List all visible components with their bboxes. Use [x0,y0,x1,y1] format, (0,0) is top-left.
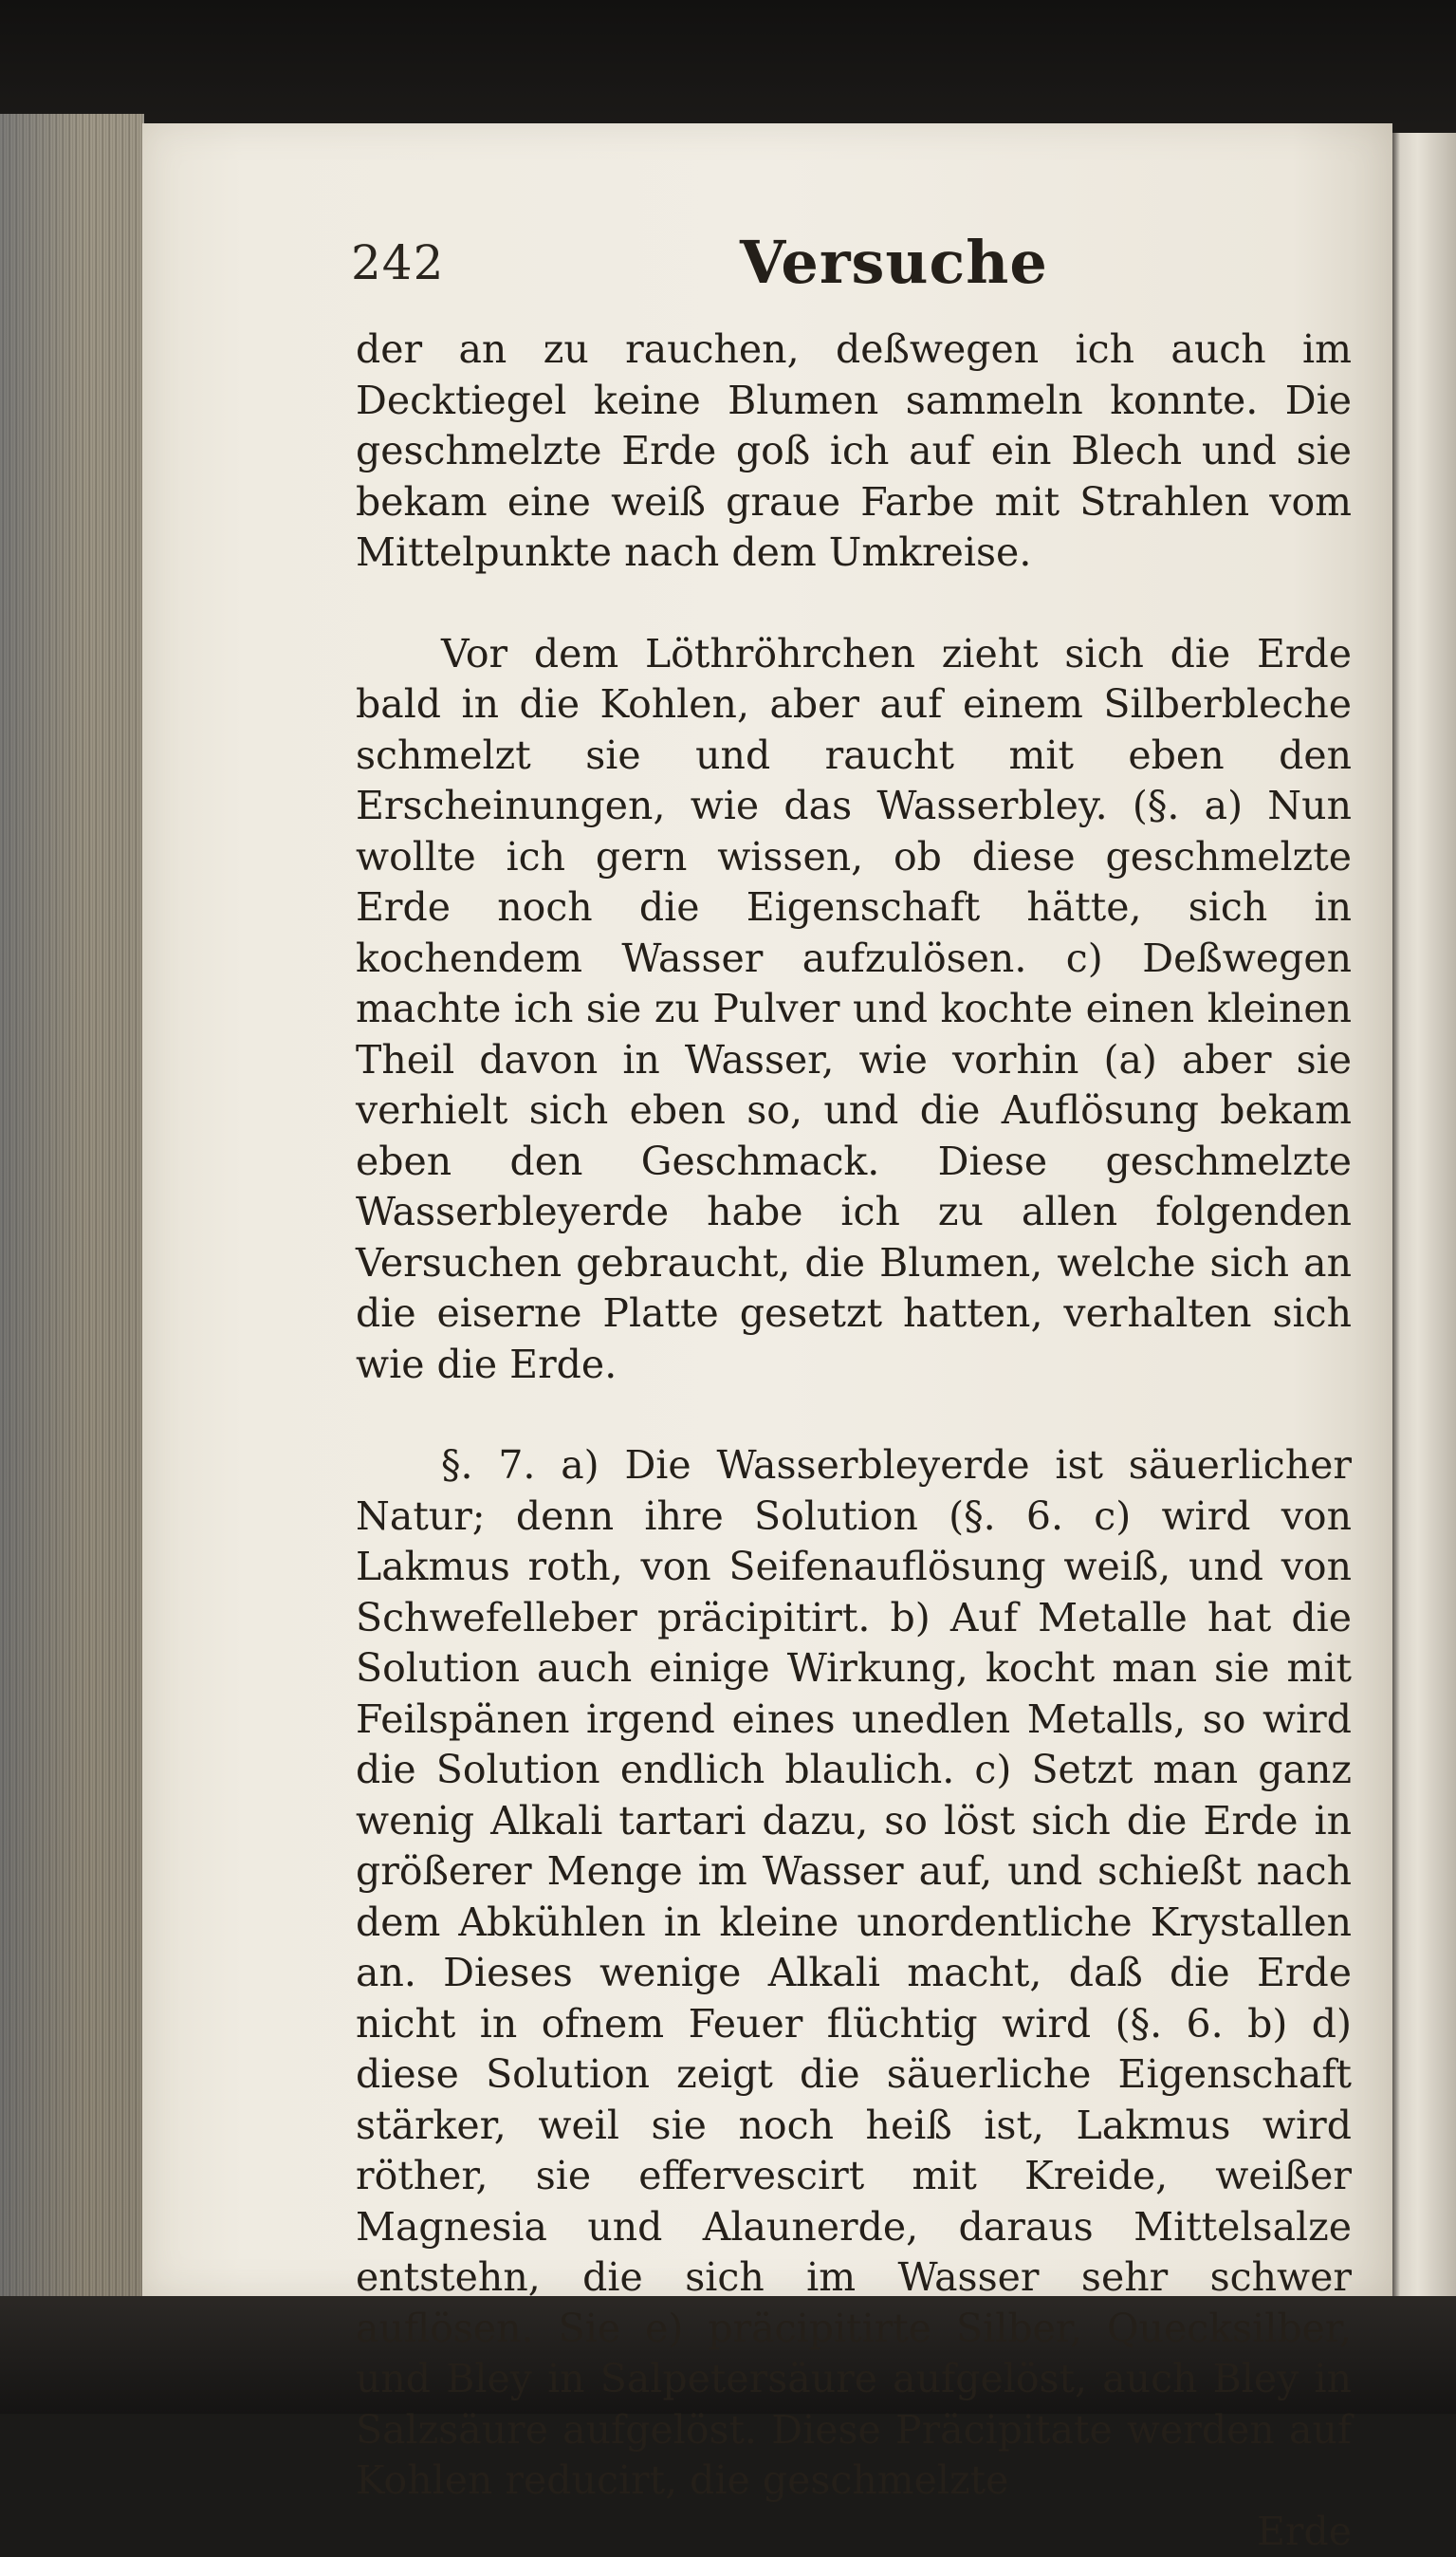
paragraph-loethrohr: Vor dem Löthröhrchen zieht sich die Erde bald in die Kohlen, aber auf einem Silberbleche schmelzt sie und raucht mit eben den Erscheinungen, wie das Wasserbley. (§. a) Nun wollte ich gern wissen, ob diese geschmelzte Erde noch die Eigenschaft hätte, sich in kochendem Wasser aufzulösen. c) Deßwegen machte ich sie zu Pulver und kochte einen kleinen Theil davon in Wasser, wie vorhin (a) aber sie verhielt sich eben so, und die Auflösung bekam eben den Geschmack. Diese geschmelzte Wasserbleyerde habe ich zu allen folgenden Versuchen gebraucht, die Blumen, welche sich an die eiserne Platte gesetzt hatten, verhalten sich wie die Erde. [356,629,1352,1391]
page-number: 242 [351,235,444,290]
body-text [356,324,1352,2557]
running-head: Versuche [740,228,1048,297]
facing-page-edge [1392,133,1456,2306]
paragraph-section-7: §. 7. a) Die Wasserbleyerde ist säuerlicher Natur; denn ihre Solution (§. 6. c) wird von Lakmus roth, von Seifenauflösung weiß, und von Schwefelleber präcipitirt. b) Auf Metalle hat die Solution auch einige Wirkung, kocht man sie mit Feilspänen irgend eines unedlen Metalls, so wird die Solution endlich blaulich. c) Setzt man ganz wenig Alkali tartari dazu, so löst sich die Erde in größerer Menge im Wasser auf, und schießt nach dem Abkühlen in kleine unordentliche Krystallen an. Dieses wenige Alkali macht, daß die Erde nicht in ofnem Feuer flüchtig wird (§. 6. b) d) diese Solution zeigt die säuerliche Eigenschaft stärker, weil sie noch heiß ist, Lakmus wird röther, sie effervescirt mit Kreide, weißer Magnesia und Alaunerde, daraus Mittelsalze entstehn, die sich im Wasser sehr schwer auflösen. Sie e) präcipitirte Silber, Quecksilber, und Bley in Salpetersäure aufgelöst, auch Bley in Salzsäure aufgelöst. Diese Präcipitate werden auf Kohlen reducirt, die geschmelzte [356,1440,1352,2507]
paragraph-gap [356,1390,1352,1440]
catchword: Erde [356,2507,1352,2557]
page-header [209,228,1347,304]
paragraph-continuation: der an zu rauchen, deßwegen ich auch im Decktiegel keine Blumen sammeln konnte. Die geschmelzte Erde goß ich auf ein Blech und sie bekam eine weiß graue Farbe mit Strahlen vom Mittelpunkte nach dem Umkreise. [356,324,1352,579]
stacked-page-edges [0,114,144,2296]
paragraph-gap [356,579,1352,629]
